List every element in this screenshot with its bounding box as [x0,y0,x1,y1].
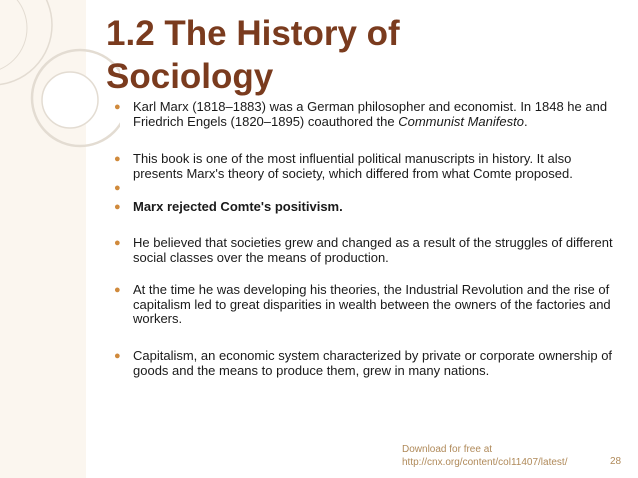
bullet-text: This book is one of the most influential political manuscripts in history. It also presents Marx's theory of society, which differed from what Comte proposed. [133,151,573,181]
bullet-item [113,152,613,181]
bullet-item [113,236,613,265]
bullet-icon: ● [114,153,121,165]
bullet-text: At the time he was developing his theories, the Industrial Revolution and the rise of capitalism led to great disparities in wealth between the owners of the factories and workers. [133,282,611,326]
bullet-text: Karl Marx (1818–1883) was a German philosopher and economist. In 1848 he and Friedrich Engels (1820–1895) coauthored the Communist Manifesto. [133,99,608,129]
bullet-text: He believed that societies grew and changed as a result of the struggles of different social classes over the means of production. [133,235,613,265]
bullet-item [113,100,613,129]
bullet-icon: ● [114,182,121,194]
bullet-text: Capitalism, an economic system characterized by private or corporate ownership of goods and the means to produce them, grew in many nations. [133,348,613,378]
bullet-icon: ● [114,350,121,362]
decorative-circles [0,0,120,200]
footer-line-2: http://cnx.org/content/col11407/latest/ [402,457,568,468]
footer-line-1: Download for free at [402,444,493,455]
bullet-text: Marx rejected Comte's positivism. [133,199,343,214]
bullet-item [113,349,613,378]
footer-download-link[interactable] [402,443,567,469]
bullet-icon: ● [114,284,121,296]
bullet-icon: ● [114,237,121,249]
bullet-icon: ● [114,101,121,113]
slide-title: 1.2 The History of Sociology [106,14,400,96]
bullet-item [113,283,613,327]
bullet-icon: ● [114,201,121,213]
page-number: 28 [610,456,622,467]
bullet-item [113,200,613,215]
